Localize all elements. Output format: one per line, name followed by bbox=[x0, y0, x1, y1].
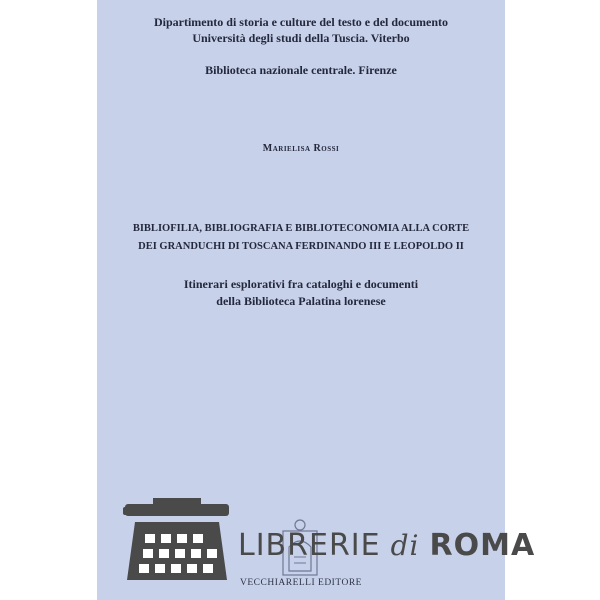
author-name: Marielisa Rossi bbox=[262, 143, 340, 154]
publisher-name: VECCHIARELLI EDITORE bbox=[240, 578, 362, 588]
subtitle-line-2: della Biblioteca Palatina lorenese bbox=[216, 294, 386, 308]
subtitle-line-1: Itinerari esplorativi fra cataloghi e documenti bbox=[183, 277, 419, 291]
title-line-1: BIBLIOFILIA, BIBLIOGRAFIA E BIBLIOTECONOMIA ALLA CORTE bbox=[132, 223, 470, 234]
institution-line-1: Dipartimento di storia e culture del testo e del documento bbox=[153, 15, 449, 29]
institution-line-2: Università degli studi della Tuscia. Viterbo bbox=[192, 31, 410, 45]
watermark-word-3: ROMA bbox=[429, 528, 536, 563]
watermark-logo-text bbox=[238, 526, 535, 566]
watermark-word-2: di bbox=[390, 529, 420, 562]
institution-line-3: Biblioteca nazionale centrale. Firenze bbox=[205, 63, 397, 77]
watermark-word-1: LIBRERIE bbox=[238, 528, 381, 563]
typewriter-icon bbox=[123, 498, 231, 582]
title-line-2: DEI GRANDUCHI DI TOSCANA FERDINANDO III E LEOPOLDO II bbox=[138, 241, 464, 252]
